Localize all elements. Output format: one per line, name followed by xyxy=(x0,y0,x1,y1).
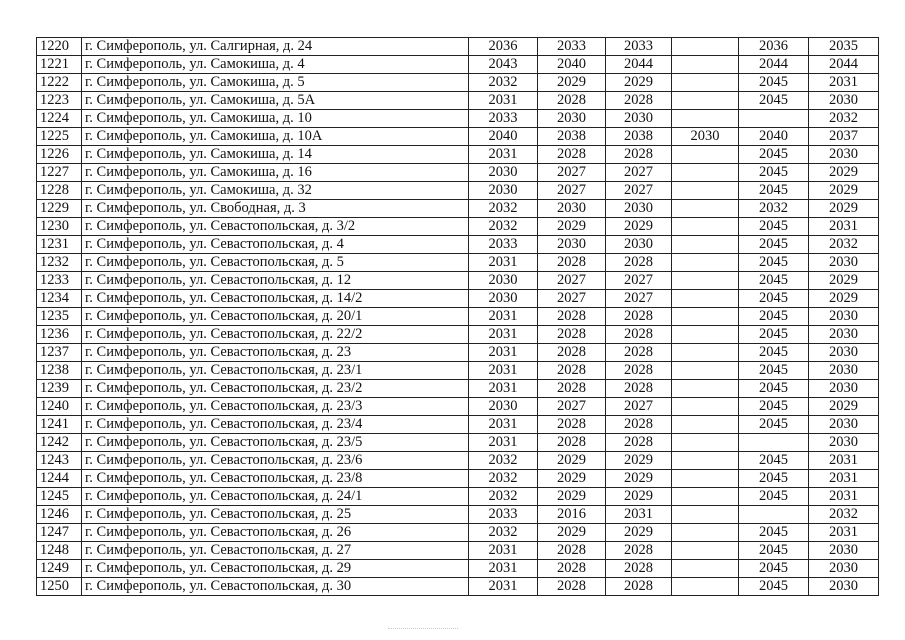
cell-row-number: 1220 xyxy=(37,38,82,56)
cell-address: г. Симферополь, ул. Севастопольская, д. 27 xyxy=(82,542,469,560)
cell-year-col-1: 2031 xyxy=(469,542,538,560)
cell-year-col-2: 2028 xyxy=(538,92,606,110)
cell-year-col-4 xyxy=(672,416,739,434)
table-row xyxy=(37,578,879,596)
cell-year-col-3: 2028 xyxy=(606,344,672,362)
cell-row-number: 1222 xyxy=(37,74,82,92)
cell-year-col-5: 2045 xyxy=(739,326,809,344)
cell-row-number: 1242 xyxy=(37,434,82,452)
cell-year-col-2: 2028 xyxy=(538,344,606,362)
cell-year-col-3: 2027 xyxy=(606,164,672,182)
cell-year-col-6: 2030 xyxy=(809,560,879,578)
cell-year-col-5: 2045 xyxy=(739,398,809,416)
cell-row-number: 1249 xyxy=(37,560,82,578)
table-row xyxy=(37,110,879,128)
cell-year-col-6: 2030 xyxy=(809,578,879,596)
table-row xyxy=(37,254,879,272)
cell-row-number: 1237 xyxy=(37,344,82,362)
table-row xyxy=(37,200,879,218)
cell-year-col-2: 2040 xyxy=(538,56,606,74)
cell-year-col-6: 2032 xyxy=(809,110,879,128)
table-body xyxy=(37,38,879,596)
cell-year-col-3: 2033 xyxy=(606,38,672,56)
cell-year-col-1: 2033 xyxy=(469,236,538,254)
cell-year-col-6: 2030 xyxy=(809,380,879,398)
cell-year-col-2: 2028 xyxy=(538,254,606,272)
cell-row-number: 1225 xyxy=(37,128,82,146)
cell-year-col-1: 2032 xyxy=(469,218,538,236)
cell-year-col-5: 2045 xyxy=(739,380,809,398)
cell-row-number: 1226 xyxy=(37,146,82,164)
cell-year-col-4 xyxy=(672,74,739,92)
cell-year-col-4 xyxy=(672,380,739,398)
cell-year-col-6: 2030 xyxy=(809,416,879,434)
cell-year-col-1: 2031 xyxy=(469,560,538,578)
cell-year-col-1: 2032 xyxy=(469,524,538,542)
cell-address: г. Симферополь, ул. Севастопольская, д. 23/2 xyxy=(82,380,469,398)
cell-row-number: 1236 xyxy=(37,326,82,344)
table-row xyxy=(37,326,879,344)
cell-year-col-2: 2028 xyxy=(538,560,606,578)
cell-address: г. Симферополь, ул. Самокиша, д. 14 xyxy=(82,146,469,164)
cell-row-number: 1246 xyxy=(37,506,82,524)
cell-address: г. Симферополь, ул. Севастопольская, д. 3/2 xyxy=(82,218,469,236)
cell-year-col-4 xyxy=(672,434,739,452)
cell-year-col-3: 2027 xyxy=(606,182,672,200)
cell-year-col-2: 2028 xyxy=(538,416,606,434)
cell-year-col-1: 2031 xyxy=(469,416,538,434)
table-row xyxy=(37,560,879,578)
cell-address: г. Симферополь, ул. Самокиша, д. 10А xyxy=(82,128,469,146)
cell-address: г. Симферополь, ул. Севастопольская, д. 23/8 xyxy=(82,470,469,488)
cell-year-col-1: 2036 xyxy=(469,38,538,56)
cell-year-col-2: 2028 xyxy=(538,146,606,164)
cell-year-col-1: 2030 xyxy=(469,164,538,182)
cell-year-col-4 xyxy=(672,308,739,326)
cell-row-number: 1245 xyxy=(37,488,82,506)
cell-year-col-2: 2028 xyxy=(538,308,606,326)
cell-year-col-4 xyxy=(672,236,739,254)
cell-year-col-3: 2029 xyxy=(606,452,672,470)
cell-address: г. Симферополь, ул. Салгирная, д. 24 xyxy=(82,38,469,56)
table-row xyxy=(37,452,879,470)
cell-year-col-6: 2031 xyxy=(809,74,879,92)
cell-year-col-4 xyxy=(672,560,739,578)
table-row xyxy=(37,362,879,380)
cell-year-col-4 xyxy=(672,290,739,308)
table-row xyxy=(37,74,879,92)
cell-year-col-2: 2028 xyxy=(538,326,606,344)
cell-year-col-4 xyxy=(672,578,739,596)
table-row xyxy=(37,146,879,164)
address-schedule-table xyxy=(36,37,879,596)
table-row xyxy=(37,434,879,452)
cell-year-col-4 xyxy=(672,254,739,272)
cell-year-col-1: 2033 xyxy=(469,506,538,524)
table-row xyxy=(37,164,879,182)
cell-year-col-2: 2030 xyxy=(538,110,606,128)
cell-row-number: 1238 xyxy=(37,362,82,380)
cell-year-col-5: 2045 xyxy=(739,236,809,254)
cell-year-col-2: 2030 xyxy=(538,236,606,254)
cell-year-col-5: 2045 xyxy=(739,164,809,182)
cell-address: г. Симферополь, ул. Самокиша, д. 4 xyxy=(82,56,469,74)
table-row xyxy=(37,416,879,434)
cell-year-col-5: 2045 xyxy=(739,146,809,164)
cell-year-col-2: 2027 xyxy=(538,272,606,290)
cell-row-number: 1248 xyxy=(37,542,82,560)
cell-year-col-3: 2029 xyxy=(606,488,672,506)
cell-row-number: 1228 xyxy=(37,182,82,200)
cell-address: г. Симферополь, ул. Севастопольская, д. 20/1 xyxy=(82,308,469,326)
cell-year-col-6: 2031 xyxy=(809,218,879,236)
cell-year-col-6: 2031 xyxy=(809,452,879,470)
cell-row-number: 1224 xyxy=(37,110,82,128)
cell-year-col-3: 2028 xyxy=(606,542,672,560)
cell-year-col-3: 2028 xyxy=(606,578,672,596)
cell-row-number: 1231 xyxy=(37,236,82,254)
cell-year-col-3: 2028 xyxy=(606,416,672,434)
cell-year-col-4 xyxy=(672,200,739,218)
cell-year-col-5: 2032 xyxy=(739,200,809,218)
cell-year-col-6: 2029 xyxy=(809,182,879,200)
cell-year-col-3: 2028 xyxy=(606,560,672,578)
cell-year-col-4 xyxy=(672,92,739,110)
cell-address: г. Симферополь, ул. Самокиша, д. 10 xyxy=(82,110,469,128)
cell-address: г. Симферополь, ул. Севастопольская, д. 23 xyxy=(82,344,469,362)
cell-year-col-1: 2043 xyxy=(469,56,538,74)
cell-row-number: 1232 xyxy=(37,254,82,272)
cell-year-col-3: 2030 xyxy=(606,236,672,254)
table-row xyxy=(37,506,879,524)
cell-address: г. Симферополь, ул. Севастопольская, д. 4 xyxy=(82,236,469,254)
cell-row-number: 1223 xyxy=(37,92,82,110)
cell-year-col-1: 2030 xyxy=(469,290,538,308)
cell-row-number: 1227 xyxy=(37,164,82,182)
cell-row-number: 1247 xyxy=(37,524,82,542)
cell-year-col-2: 2029 xyxy=(538,218,606,236)
cell-year-col-6: 2032 xyxy=(809,506,879,524)
table-row xyxy=(37,92,879,110)
table-row xyxy=(37,236,879,254)
cell-address: г. Симферополь, ул. Севастопольская, д. 23/6 xyxy=(82,452,469,470)
cell-address: г. Симферополь, ул. Севастопольская, д. 26 xyxy=(82,524,469,542)
cell-row-number: 1229 xyxy=(37,200,82,218)
cell-year-col-3: 2029 xyxy=(606,524,672,542)
cell-year-col-2: 2028 xyxy=(538,542,606,560)
cell-year-col-4 xyxy=(672,524,739,542)
cell-row-number: 1230 xyxy=(37,218,82,236)
cell-row-number: 1239 xyxy=(37,380,82,398)
cell-year-col-5: 2045 xyxy=(739,524,809,542)
table-row xyxy=(37,308,879,326)
cell-year-col-6: 2030 xyxy=(809,254,879,272)
cell-year-col-6: 2029 xyxy=(809,398,879,416)
cell-year-col-5: 2045 xyxy=(739,254,809,272)
cell-year-col-2: 2028 xyxy=(538,362,606,380)
cell-row-number: 1235 xyxy=(37,308,82,326)
cell-year-col-1: 2032 xyxy=(469,74,538,92)
cell-year-col-2: 2029 xyxy=(538,524,606,542)
cell-year-col-3: 2028 xyxy=(606,92,672,110)
cell-year-col-5: 2045 xyxy=(739,488,809,506)
cell-year-col-2: 2029 xyxy=(538,74,606,92)
cell-year-col-4: 2030 xyxy=(672,128,739,146)
cell-year-col-1: 2031 xyxy=(469,434,538,452)
cell-year-col-4 xyxy=(672,272,739,290)
cell-year-col-6: 2032 xyxy=(809,236,879,254)
cell-year-col-1: 2031 xyxy=(469,578,538,596)
cell-year-col-2: 2029 xyxy=(538,488,606,506)
document-page xyxy=(36,37,878,596)
cell-year-col-5: 2045 xyxy=(739,542,809,560)
cell-year-col-6: 2044 xyxy=(809,56,879,74)
cell-year-col-3: 2028 xyxy=(606,326,672,344)
cell-year-col-1: 2033 xyxy=(469,110,538,128)
cell-year-col-2: 2029 xyxy=(538,452,606,470)
cell-row-number: 1250 xyxy=(37,578,82,596)
cell-address: г. Симферополь, ул. Севастопольская, д. 29 xyxy=(82,560,469,578)
cell-row-number: 1244 xyxy=(37,470,82,488)
cell-row-number: 1240 xyxy=(37,398,82,416)
cell-year-col-5: 2045 xyxy=(739,452,809,470)
cell-year-col-1: 2031 xyxy=(469,326,538,344)
cell-year-col-4 xyxy=(672,146,739,164)
cell-year-col-3: 2028 xyxy=(606,434,672,452)
cell-year-col-2: 2027 xyxy=(538,290,606,308)
table-row xyxy=(37,542,879,560)
cell-year-col-6: 2029 xyxy=(809,290,879,308)
cell-year-col-5: 2045 xyxy=(739,272,809,290)
cell-year-col-6: 2029 xyxy=(809,200,879,218)
cell-year-col-1: 2031 xyxy=(469,254,538,272)
cell-year-col-2: 2030 xyxy=(538,200,606,218)
cell-year-col-4 xyxy=(672,362,739,380)
cell-year-col-3: 2028 xyxy=(606,254,672,272)
cell-year-col-6: 2031 xyxy=(809,524,879,542)
cell-year-col-3: 2030 xyxy=(606,200,672,218)
table-row xyxy=(37,380,879,398)
cell-year-col-5 xyxy=(739,434,809,452)
cell-year-col-4 xyxy=(672,470,739,488)
cell-year-col-2: 2027 xyxy=(538,182,606,200)
table-row xyxy=(37,56,879,74)
cell-year-col-4 xyxy=(672,344,739,362)
cell-address: г. Симферополь, ул. Севастопольская, д. 23/3 xyxy=(82,398,469,416)
cell-year-col-6: 2029 xyxy=(809,272,879,290)
cell-address: г. Симферополь, ул. Самокиша, д. 32 xyxy=(82,182,469,200)
cell-year-col-4 xyxy=(672,398,739,416)
cell-address: г. Симферополь, ул. Свободная, д. 3 xyxy=(82,200,469,218)
cell-year-col-5: 2036 xyxy=(739,38,809,56)
cell-year-col-1: 2031 xyxy=(469,362,538,380)
cell-year-col-6: 2030 xyxy=(809,92,879,110)
cell-year-col-2: 2016 xyxy=(538,506,606,524)
cell-year-col-6: 2030 xyxy=(809,308,879,326)
cell-year-col-2: 2027 xyxy=(538,398,606,416)
table-row xyxy=(37,344,879,362)
cell-year-col-1: 2030 xyxy=(469,182,538,200)
cell-address: г. Симферополь, ул. Самокиша, д. 5А xyxy=(82,92,469,110)
cell-year-col-1: 2031 xyxy=(469,308,538,326)
cell-year-col-6: 2030 xyxy=(809,344,879,362)
table-row xyxy=(37,488,879,506)
cell-address: г. Симферополь, ул. Севастопольская, д. 23/1 xyxy=(82,362,469,380)
cell-year-col-4 xyxy=(672,488,739,506)
cell-year-col-6: 2037 xyxy=(809,128,879,146)
cell-year-col-6: 2030 xyxy=(809,362,879,380)
cell-year-col-3: 2030 xyxy=(606,110,672,128)
cell-year-col-5: 2045 xyxy=(739,416,809,434)
cell-year-col-3: 2027 xyxy=(606,272,672,290)
cell-year-col-3: 2029 xyxy=(606,218,672,236)
cell-year-col-4 xyxy=(672,452,739,470)
cell-row-number: 1233 xyxy=(37,272,82,290)
cell-year-col-4 xyxy=(672,110,739,128)
cell-year-col-6: 2031 xyxy=(809,488,879,506)
cell-year-col-4 xyxy=(672,326,739,344)
cell-year-col-5: 2045 xyxy=(739,578,809,596)
cell-year-col-4 xyxy=(672,56,739,74)
cell-year-col-3: 2044 xyxy=(606,56,672,74)
cell-address: г. Симферополь, ул. Севастопольская, д. 14/2 xyxy=(82,290,469,308)
cell-year-col-3: 2031 xyxy=(606,506,672,524)
cell-year-col-2: 2028 xyxy=(538,434,606,452)
cell-year-col-3: 2028 xyxy=(606,146,672,164)
cell-year-col-3: 2027 xyxy=(606,290,672,308)
cell-year-col-5: 2045 xyxy=(739,74,809,92)
cell-year-col-6: 2030 xyxy=(809,326,879,344)
cell-year-col-1: 2032 xyxy=(469,452,538,470)
cell-year-col-5: 2045 xyxy=(739,308,809,326)
cell-year-col-2: 2028 xyxy=(538,380,606,398)
cell-year-col-1: 2040 xyxy=(469,128,538,146)
cell-year-col-4 xyxy=(672,38,739,56)
cell-year-col-2: 2029 xyxy=(538,470,606,488)
cell-year-col-6: 2030 xyxy=(809,434,879,452)
cell-row-number: 1221 xyxy=(37,56,82,74)
cell-year-col-2: 2028 xyxy=(538,578,606,596)
cell-address: г. Симферополь, ул. Севастопольская, д. 23/4 xyxy=(82,416,469,434)
cell-address: г. Симферополь, ул. Самокиша, д. 16 xyxy=(82,164,469,182)
cell-year-col-5: 2045 xyxy=(739,362,809,380)
cell-year-col-5: 2045 xyxy=(739,290,809,308)
cell-year-col-3: 2028 xyxy=(606,308,672,326)
cell-year-col-1: 2031 xyxy=(469,344,538,362)
cell-row-number: 1241 xyxy=(37,416,82,434)
cell-address: г. Симферополь, ул. Севастопольская, д. 25 xyxy=(82,506,469,524)
cell-row-number: 1234 xyxy=(37,290,82,308)
cell-year-col-3: 2029 xyxy=(606,74,672,92)
cell-year-col-1: 2030 xyxy=(469,272,538,290)
cell-year-col-1: 2031 xyxy=(469,92,538,110)
cell-year-col-3: 2027 xyxy=(606,398,672,416)
cell-year-col-5: 2045 xyxy=(739,560,809,578)
cell-year-col-4 xyxy=(672,506,739,524)
cell-year-col-6: 2030 xyxy=(809,146,879,164)
cell-year-col-5 xyxy=(739,506,809,524)
cell-year-col-6: 2030 xyxy=(809,542,879,560)
cell-year-col-4 xyxy=(672,218,739,236)
cell-year-col-6: 2029 xyxy=(809,164,879,182)
table-row xyxy=(37,38,879,56)
cell-year-col-3: 2028 xyxy=(606,362,672,380)
cell-year-col-4 xyxy=(672,182,739,200)
table-row xyxy=(37,218,879,236)
table-row xyxy=(37,272,879,290)
cell-address: г. Симферополь, ул. Севастопольская, д. 30 xyxy=(82,578,469,596)
table-row xyxy=(37,470,879,488)
cell-address: г. Симферополь, ул. Севастопольская, д. 5 xyxy=(82,254,469,272)
cell-year-col-5: 2040 xyxy=(739,128,809,146)
cell-year-col-4 xyxy=(672,542,739,560)
cell-year-col-2: 2033 xyxy=(538,38,606,56)
cell-year-col-1: 2032 xyxy=(469,470,538,488)
cell-year-col-1: 2032 xyxy=(469,488,538,506)
cell-year-col-5: 2045 xyxy=(739,218,809,236)
cell-year-col-3: 2028 xyxy=(606,380,672,398)
cell-year-col-5: 2045 xyxy=(739,344,809,362)
table-row xyxy=(37,524,879,542)
page-footer-mark xyxy=(388,628,458,637)
cell-year-col-5: 2044 xyxy=(739,56,809,74)
cell-year-col-1: 2031 xyxy=(469,380,538,398)
cell-address: г. Симферополь, ул. Севастопольская, д. 12 xyxy=(82,272,469,290)
cell-address: г. Симферополь, ул. Севастопольская, д. 22/2 xyxy=(82,326,469,344)
cell-year-col-3: 2029 xyxy=(606,470,672,488)
cell-row-number: 1243 xyxy=(37,452,82,470)
cell-year-col-5: 2045 xyxy=(739,92,809,110)
table-row xyxy=(37,290,879,308)
cell-year-col-5 xyxy=(739,110,809,128)
cell-year-col-6: 2035 xyxy=(809,38,879,56)
table-row xyxy=(37,182,879,200)
cell-year-col-1: 2030 xyxy=(469,398,538,416)
cell-year-col-2: 2038 xyxy=(538,128,606,146)
cell-year-col-5: 2045 xyxy=(739,470,809,488)
cell-year-col-4 xyxy=(672,164,739,182)
cell-year-col-5: 2045 xyxy=(739,182,809,200)
cell-address: г. Симферополь, ул. Севастопольская, д. 23/5 xyxy=(82,434,469,452)
cell-address: г. Симферополь, ул. Севастопольская, д. 24/1 xyxy=(82,488,469,506)
table-row xyxy=(37,128,879,146)
table-row xyxy=(37,398,879,416)
cell-year-col-6: 2031 xyxy=(809,470,879,488)
cell-year-col-2: 2027 xyxy=(538,164,606,182)
cell-year-col-1: 2032 xyxy=(469,200,538,218)
cell-address: г. Симферополь, ул. Самокиша, д. 5 xyxy=(82,74,469,92)
cell-year-col-1: 2031 xyxy=(469,146,538,164)
cell-year-col-3: 2038 xyxy=(606,128,672,146)
